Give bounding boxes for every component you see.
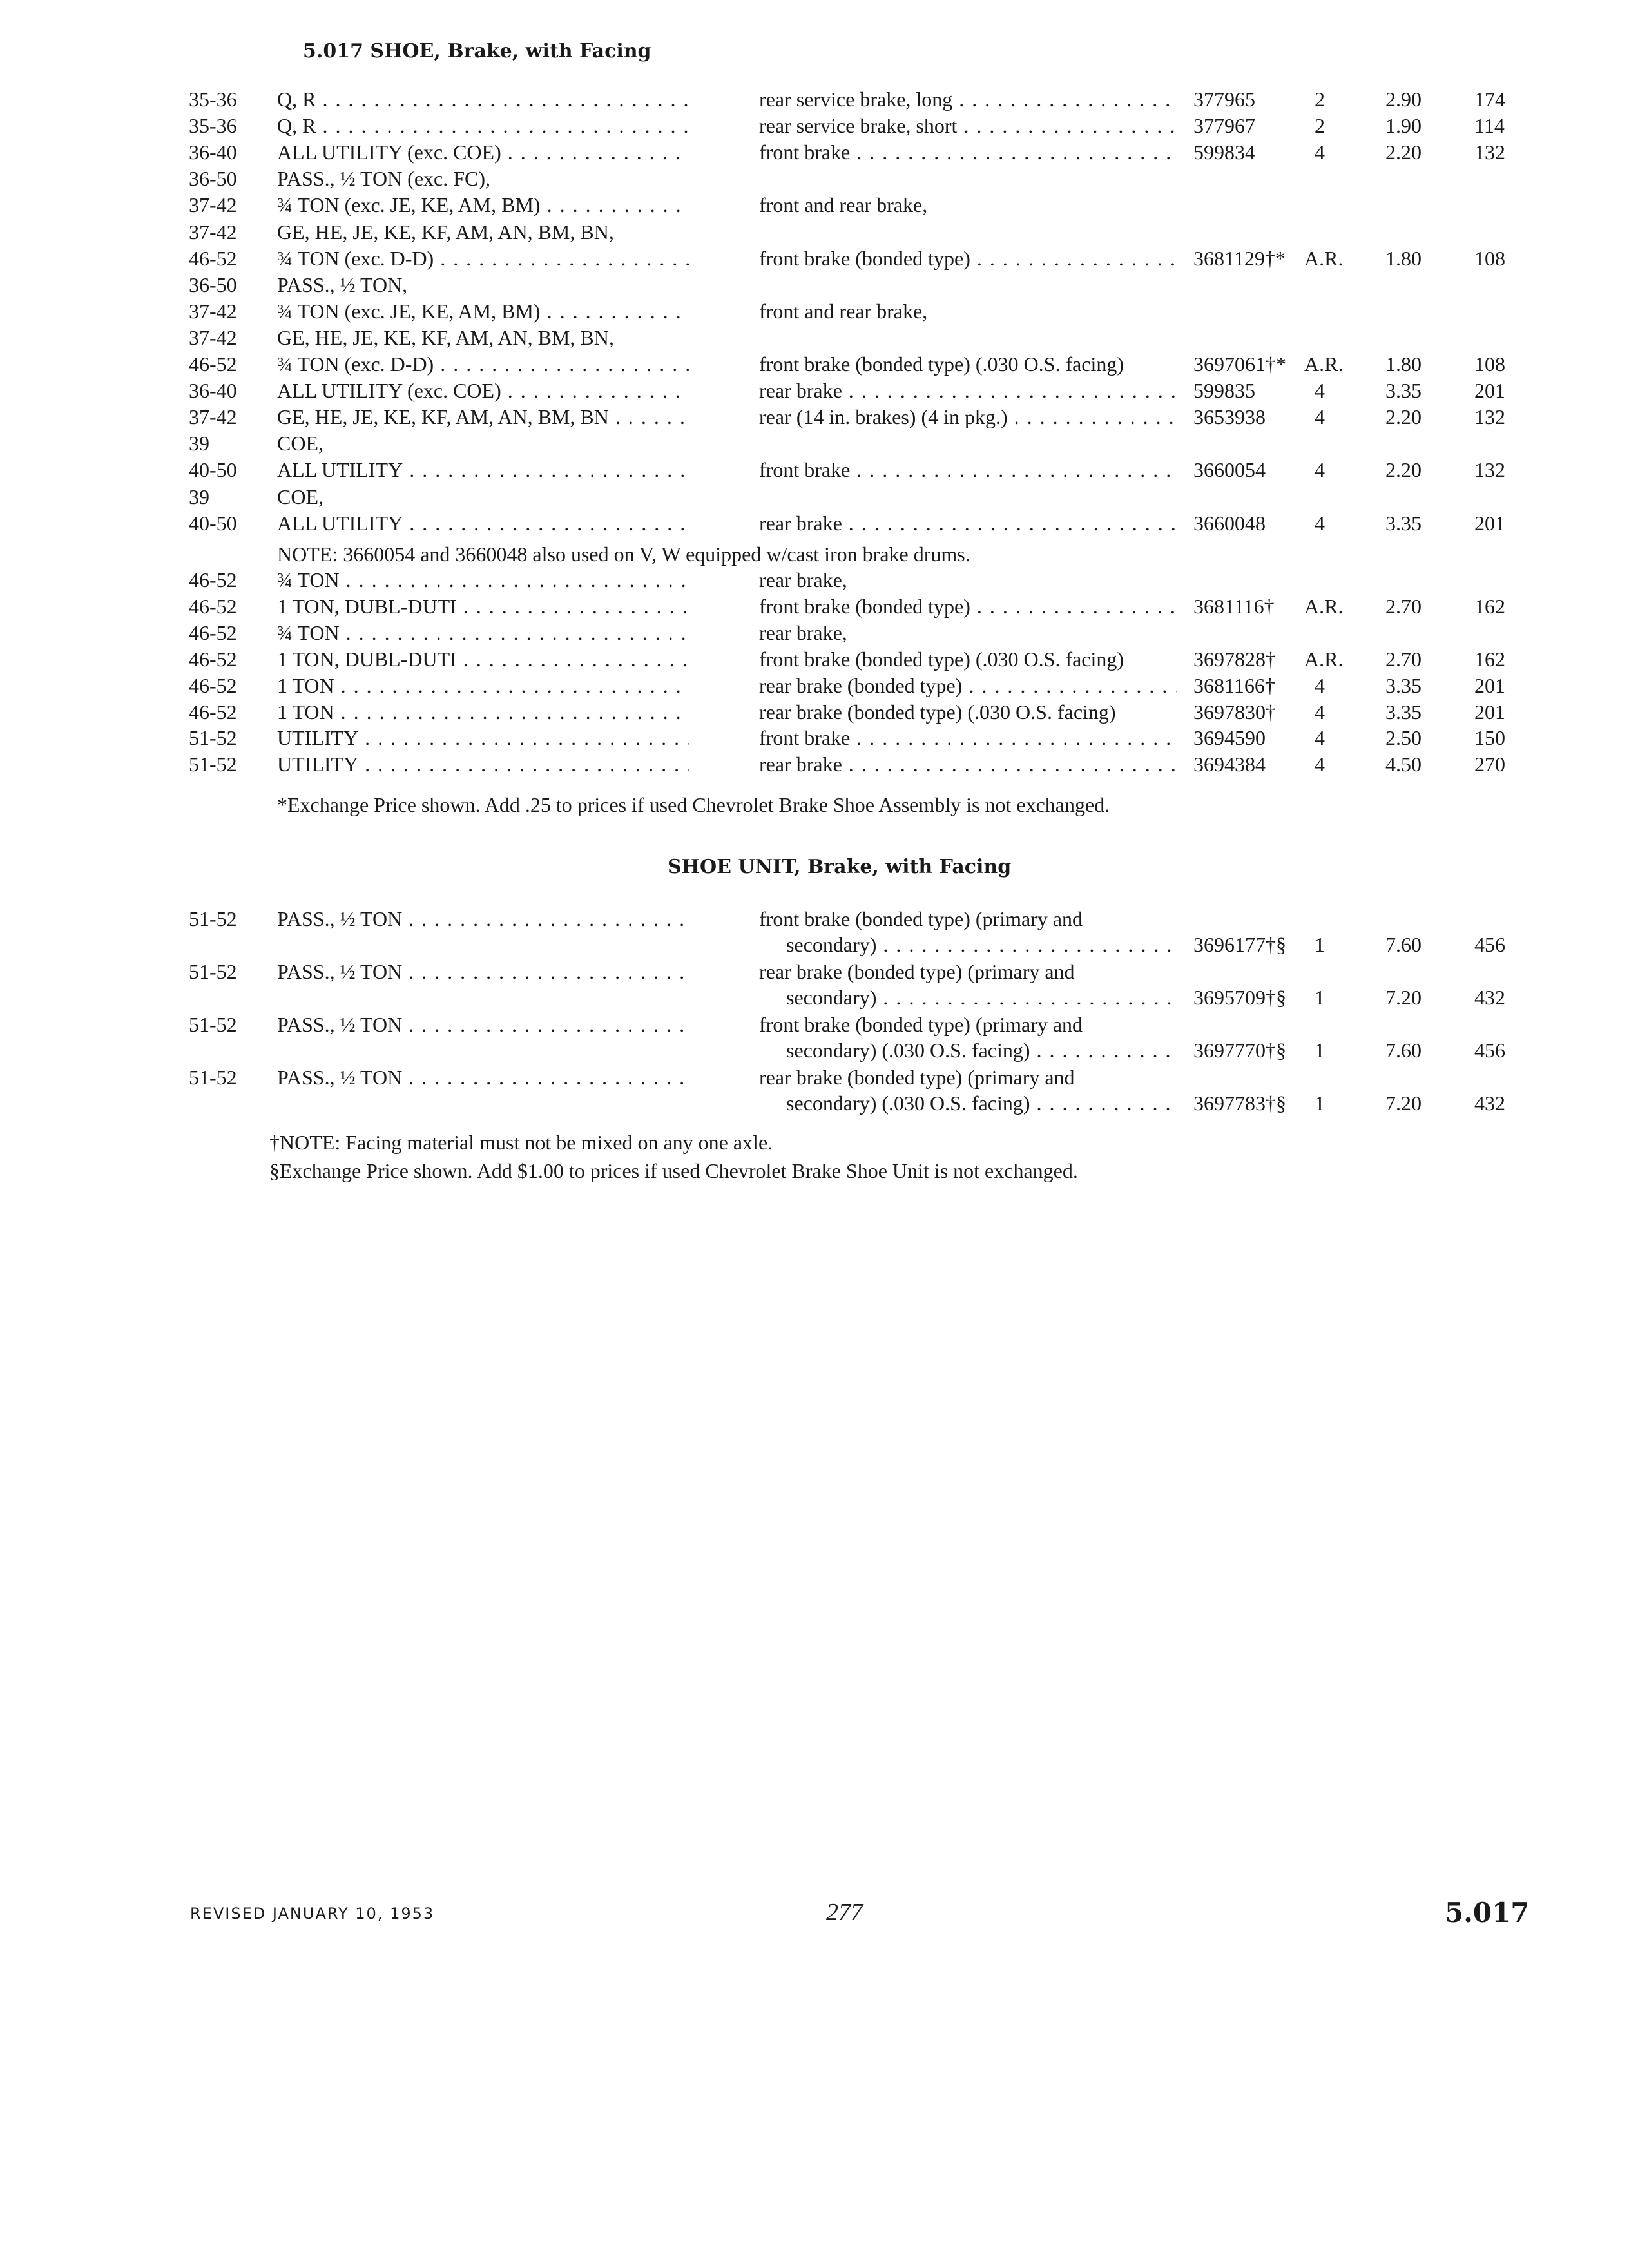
weight-cell: 132	[1474, 140, 1505, 164]
inline-note: NOTE: 3660054 and 3660048 also used on V, W equipped w/cast iron brake drums.	[277, 543, 970, 566]
quantity-cell: A.R.	[1304, 594, 1344, 618]
quantity-cell: 4	[1315, 405, 1325, 429]
table-row	[0, 725, 1629, 751]
weight-cell: 132	[1474, 458, 1505, 482]
part-number-cell: 377967	[1193, 114, 1255, 138]
description-cell: front brake (bonded type) (.030 O.S. facing)	[759, 352, 1124, 376]
model-cell: GE, HE, JE, KE, KF, AM, AN, BM, BN,	[277, 325, 614, 349]
model-cell: 1 TON . . .	[277, 699, 689, 725]
table-row-continued	[0, 1037, 1629, 1063]
model-cell: COE,	[277, 432, 323, 456]
model-cell: PASS., ½ TON,	[277, 273, 408, 296]
weight-cell: 162	[1474, 647, 1505, 671]
facing-footnote: †NOTE: Facing material must not be mixed on any one axle.	[269, 1131, 773, 1154]
description-cell: front brake . . .	[759, 725, 1177, 751]
quantity-cell: 2	[1315, 114, 1325, 138]
years-cell: 35-36	[189, 114, 237, 138]
price-cell: 2.50	[1385, 726, 1422, 750]
part-number-cell: 3681166†	[1193, 673, 1275, 697]
quantity-cell: 4	[1315, 673, 1325, 697]
weight-cell: 201	[1474, 511, 1505, 535]
price-cell: 2.70	[1385, 647, 1422, 671]
model-cell: Q, R . . .	[277, 86, 689, 112]
model-cell: ¾ TON (exc. D-D) . . .	[277, 351, 689, 377]
description-cell: rear brake . . .	[759, 751, 1177, 777]
years-cell: 51-52	[189, 1013, 237, 1036]
table-row-continued	[0, 985, 1629, 1010]
quantity-cell: 2	[1315, 88, 1325, 111]
part-number-cell: 3681129†*	[1193, 246, 1286, 270]
price-cell: 1.80	[1385, 246, 1422, 270]
description-cell: front brake (bonded type) . . .	[759, 593, 1177, 619]
page-number: 277	[826, 1899, 863, 1926]
price-cell: 7.20	[1385, 986, 1422, 1009]
table-row	[0, 378, 1629, 403]
years-cell: 37-42	[189, 220, 237, 244]
weight-cell: 108	[1474, 352, 1505, 376]
part-number-cell: 599835	[1193, 379, 1255, 403]
table-row	[0, 430, 1629, 456]
part-number-cell: 3697828†	[1193, 647, 1276, 671]
model-cell: ¾ TON (exc. JE, KE, AM, BM) . . .	[277, 192, 689, 218]
table-row	[0, 646, 1629, 672]
years-cell: 37-42	[189, 405, 237, 429]
table-row-continued	[0, 1090, 1629, 1116]
price-cell: 7.60	[1385, 933, 1422, 956]
part-number-cell: 3697061†*	[1193, 352, 1286, 376]
weight-cell: 132	[1474, 405, 1505, 429]
weight-cell: 456	[1474, 1039, 1505, 1062]
description-cell: rear brake (bonded type) (.030 O.S. facing)	[759, 700, 1116, 724]
quantity-cell: 4	[1315, 700, 1325, 724]
weight-cell: 114	[1474, 114, 1505, 138]
quantity-cell: A.R.	[1304, 352, 1344, 376]
description-cell: rear brake . . .	[759, 378, 1177, 403]
part-number-cell: 3681116†	[1193, 594, 1275, 618]
model-cell: PASS., ½ TON . . .	[277, 906, 689, 932]
table-row	[0, 959, 1629, 985]
description-cell: front brake (bonded type) . . .	[759, 245, 1177, 271]
table-row	[0, 351, 1629, 377]
model-cell: ¾ TON (exc. JE, KE, AM, BM) . . .	[277, 298, 689, 324]
model-cell: PASS., ½ TON . . .	[277, 1012, 689, 1037]
table-row	[0, 673, 1629, 698]
table-row	[0, 139, 1629, 165]
quantity-cell: 1	[1315, 1039, 1325, 1062]
model-cell: 1 TON, DUBL-DUTI . . .	[277, 646, 689, 672]
years-cell: 46-52	[189, 647, 237, 671]
table-row	[0, 272, 1629, 298]
weight-cell: 201	[1474, 379, 1505, 403]
part-number-cell: 599834	[1193, 140, 1255, 164]
price-cell: 3.35	[1385, 673, 1422, 697]
weight-cell: 201	[1474, 673, 1505, 697]
years-cell: 51-52	[189, 753, 237, 776]
weight-cell: 174	[1474, 88, 1505, 111]
weight-cell: 456	[1474, 933, 1505, 956]
years-cell: 46-52	[189, 246, 237, 270]
model-cell: COE,	[277, 485, 323, 508]
description-cell: rear brake (bonded type) (primary and	[759, 1066, 1075, 1089]
table-row	[0, 699, 1629, 725]
description-cell: rear brake (bonded type) . . .	[759, 673, 1177, 698]
description-cell: secondary) (.030 O.S. facing) . . .	[786, 1037, 1177, 1063]
table-row	[0, 404, 1629, 430]
years-cell: 39	[189, 485, 209, 508]
table-row	[0, 1064, 1629, 1090]
model-cell: ALL UTILITY (exc. COE) . . .	[277, 139, 689, 165]
exchange-footnote: *Exchange Price shown. Add .25 to prices if used Chevrolet Brake Shoe Assembly is not exchanged.	[277, 793, 1110, 816]
model-cell: ¾ TON . . .	[277, 620, 689, 646]
quantity-cell: 4	[1315, 511, 1325, 535]
quantity-cell: 1	[1315, 986, 1325, 1009]
model-cell: PASS., ½ TON . . .	[277, 959, 689, 985]
table-row	[0, 86, 1629, 112]
quantity-cell: 4	[1315, 140, 1325, 164]
revised-date: REVISED JANUARY 10, 1953	[190, 1905, 435, 1923]
years-cell: 46-52	[189, 620, 237, 644]
weight-cell: 150	[1474, 726, 1505, 750]
years-cell: 46-52	[189, 568, 237, 591]
model-cell: ALL UTILITY (exc. COE) . . .	[277, 378, 689, 403]
years-cell: 40-50	[189, 511, 237, 535]
years-cell: 46-52	[189, 352, 237, 376]
table-row	[0, 510, 1629, 536]
years-cell: 36-40	[189, 140, 237, 164]
years-cell: 51-52	[189, 907, 237, 930]
years-cell: 40-50	[189, 458, 237, 482]
part-number-cell: 3660048	[1193, 511, 1266, 535]
weight-cell: 432	[1474, 1091, 1505, 1115]
description-cell: rear brake,	[759, 620, 847, 644]
price-cell: 2.20	[1385, 405, 1422, 429]
price-cell: 3.35	[1385, 511, 1422, 535]
years-cell: 51-52	[189, 726, 237, 750]
description-cell: rear service brake, long . . .	[759, 86, 1177, 112]
description-cell: front brake . . .	[759, 457, 1177, 483]
quantity-cell: A.R.	[1304, 246, 1344, 270]
model-cell: ALL UTILITY . . .	[277, 510, 689, 536]
table-row-continued	[0, 932, 1629, 957]
description-cell: rear brake (bonded type) (primary and	[759, 960, 1075, 983]
part-number-cell: 3696177†§	[1193, 933, 1286, 956]
price-cell: 2.20	[1385, 458, 1422, 482]
years-cell: 37-42	[189, 325, 237, 349]
description-cell: rear brake,	[759, 568, 847, 591]
table-row	[0, 593, 1629, 619]
price-cell: 3.35	[1385, 700, 1422, 724]
description-cell: secondary) . . .	[786, 932, 1177, 957]
model-cell: UTILITY . . .	[277, 725, 689, 751]
table-row	[0, 906, 1629, 932]
table-row	[0, 620, 1629, 646]
part-number-cell: 3660054	[1193, 458, 1266, 482]
description-cell: front brake (bonded type) (.030 O.S. facing)	[759, 647, 1124, 671]
weight-cell: 108	[1474, 246, 1505, 270]
table-row	[0, 325, 1629, 351]
years-cell: 39	[189, 432, 209, 456]
description-cell: front and rear brake,	[759, 193, 928, 217]
table-row	[0, 751, 1629, 777]
years-cell: 35-36	[189, 88, 237, 111]
weight-cell: 201	[1474, 700, 1505, 724]
price-cell: 2.70	[1385, 594, 1422, 618]
weight-cell: 162	[1474, 594, 1505, 618]
price-cell: 2.90	[1385, 88, 1422, 111]
model-cell: Q, R . . .	[277, 113, 689, 139]
quantity-cell: 4	[1315, 726, 1325, 750]
years-cell: 51-52	[189, 960, 237, 983]
table-row	[0, 1012, 1629, 1037]
part-number-cell: 377965	[1193, 88, 1255, 111]
table-row	[0, 166, 1629, 191]
years-cell: 36-50	[189, 273, 237, 296]
section-number: 5.017	[1445, 1897, 1530, 1928]
price-cell: 7.60	[1385, 1039, 1422, 1062]
quantity-cell: 1	[1315, 1091, 1325, 1115]
quantity-cell: A.R.	[1304, 647, 1344, 671]
model-cell: 1 TON, DUBL-DUTI . . .	[277, 593, 689, 619]
table-row	[0, 192, 1629, 218]
table-row	[0, 484, 1629, 510]
model-cell: PASS., ½ TON . . .	[277, 1064, 689, 1090]
years-cell: 51-52	[189, 1066, 237, 1089]
description-cell: front and rear brake,	[759, 299, 928, 323]
table-row	[0, 298, 1629, 324]
model-cell: 1 TON . . .	[277, 673, 689, 698]
weight-cell: 270	[1474, 753, 1505, 776]
years-cell: 36-50	[189, 167, 237, 191]
price-cell: 3.35	[1385, 379, 1422, 403]
description-cell: rear service brake, short . . .	[759, 113, 1177, 139]
weight-cell: 432	[1474, 986, 1505, 1009]
years-cell: 46-52	[189, 673, 237, 697]
model-cell: GE, HE, JE, KE, KF, AM, AN, BM, BN,	[277, 220, 614, 244]
description-cell: rear (14 in. brakes) (4 in pkg.) . . .	[759, 404, 1177, 430]
table-row	[0, 457, 1629, 483]
description-cell: front brake . . .	[759, 139, 1177, 165]
model-cell: ¾ TON . . .	[277, 567, 689, 593]
description-cell: secondary) . . .	[786, 985, 1177, 1010]
model-cell: ALL UTILITY . . .	[277, 457, 689, 483]
table-row	[0, 567, 1629, 593]
description-cell: front brake (bonded type) (primary and	[759, 1013, 1083, 1036]
part-number-cell: 3653938	[1193, 405, 1266, 429]
quantity-cell: 4	[1315, 379, 1325, 403]
part-number-cell: 3697830†	[1193, 700, 1276, 724]
page-title: 5.017 SHOE, Brake, with Facing	[303, 40, 651, 62]
quantity-cell: 1	[1315, 933, 1325, 956]
table-row	[0, 219, 1629, 245]
quantity-cell: 4	[1315, 753, 1325, 776]
model-cell: PASS., ½ TON (exc. FC),	[277, 167, 491, 191]
description-cell: secondary) (.030 O.S. facing) . . .	[786, 1090, 1177, 1116]
years-cell: 36-40	[189, 379, 237, 403]
part-number-cell: 3697770†§	[1193, 1039, 1286, 1062]
price-cell: 4.50	[1385, 753, 1422, 776]
table-row	[0, 245, 1629, 271]
unit-exchange-footnote: §Exchange Price shown. Add $1.00 to prices if used Chevrolet Brake Shoe Unit is not exchanged.	[269, 1159, 1078, 1182]
part-number-cell: 3695709†§	[1193, 986, 1286, 1009]
years-cell: 37-42	[189, 299, 237, 323]
part-number-cell: 3697783†§	[1193, 1091, 1286, 1115]
part-number-cell: 3694590	[1193, 726, 1266, 750]
model-cell: GE, HE, JE, KE, KF, AM, AN, BM, BN . . .	[277, 404, 689, 430]
description-cell: front brake (bonded type) (primary and	[759, 907, 1083, 930]
section-title-shoe-unit: SHOE UNIT, Brake, with Facing	[668, 856, 1012, 878]
price-cell: 2.20	[1385, 140, 1422, 164]
price-cell: 1.80	[1385, 352, 1422, 376]
years-cell: 37-42	[189, 193, 237, 217]
description-cell: rear brake . . .	[759, 510, 1177, 536]
model-cell: UTILITY . . .	[277, 751, 689, 777]
years-cell: 46-52	[189, 594, 237, 618]
part-number-cell: 3694384	[1193, 753, 1266, 776]
quantity-cell: 4	[1315, 458, 1325, 482]
model-cell: ¾ TON (exc. D-D) . . .	[277, 245, 689, 271]
price-cell: 7.20	[1385, 1091, 1422, 1115]
price-cell: 1.90	[1385, 114, 1422, 138]
table-row	[0, 113, 1629, 139]
years-cell: 46-52	[189, 700, 237, 724]
